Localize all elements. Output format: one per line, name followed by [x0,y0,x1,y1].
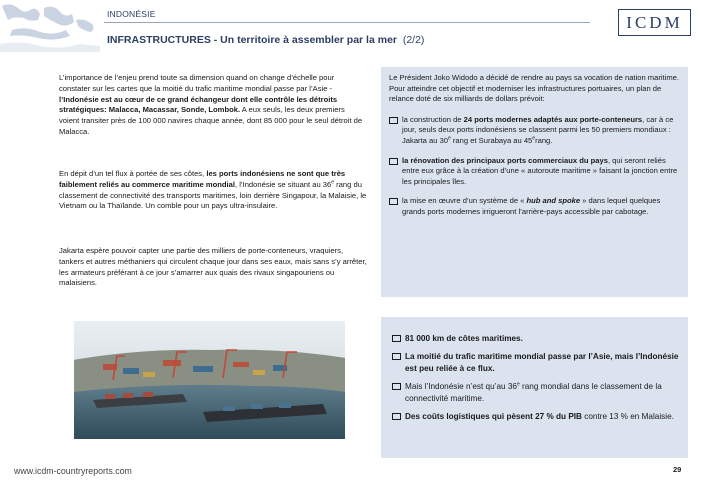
header-divider [104,22,590,23]
key-fact-rank [405,381,680,404]
paragraph-jakarta: Jakarta espère pouvoir capter une partie des milliers de porte-conteneurs, vraquiers, tankers et autres méthaniers qui circulent chaque jour dans ses eaux, mais sans s’y arrêter, les armateurs préférant à ce jour s’amarrer aux quais des rivaux singapouriens ou malaisiens. [59,246,367,288]
paragraph-trafic [59,73,367,138]
page-title [107,34,424,46]
b2-text-b: , qui seront reliés entre eux grâce à la création d’une « autoroute maritime » faisant la jonction entre les principales îles. [402,155,678,186]
checkbox-bullet-icon [389,117,398,124]
list-item [392,333,680,344]
icdm-logo: ICDM [618,9,691,36]
checkbox-bullet-icon [392,335,401,342]
list-item [389,115,681,147]
website-link[interactable]: www.icdm-countryreports.com [14,466,132,476]
checkbox-bullet-icon [392,413,401,420]
checkbox-bullet-icon [389,158,398,165]
plan-item-renovation [402,156,681,188]
paragraph-connectivite [59,169,367,212]
k4-text-bold: Des coûts logistiques qui pèsent 27 % du PIB [405,412,582,422]
b1-text-c: , car à ce jour, seuls deux ports indonésiens se classent parmi les 50 premiers mondiaux : Jakarta au 30 [402,114,674,145]
k3-text-a: Mais l’Indonésie n’est qu’au 36 [405,382,517,392]
list-item [392,351,680,374]
p2-text-c: , l’Indonésie se situant au 36 [235,179,332,189]
key-fact-logistics [405,411,680,422]
b1-text-d: rang et Surabaya au 45 [450,135,533,145]
checkbox-bullet-icon [389,198,398,205]
p2-text-bold: les ports indonésiens ne sont que très faiblement reliés au commerce maritime mondial [59,169,346,189]
list-item [392,411,680,422]
p2-sup: e [331,179,335,186]
b1-text-bold: 24 ports modernes adaptés aux porte-conteneurs [463,114,643,124]
k4-text-b: contre 13 % en Malaisie. [581,412,674,422]
b3-text-c: » dans lequel quelques grands ports modernes irrigueront l’arrière-pays accessible par cabotage. [402,196,661,216]
b2-text-bold: la rénovation des principaux ports commerciaux du pays [402,155,608,165]
key-fact-coasts: 81 000 km de côtes maritimes. [405,334,523,343]
checkbox-bullet-icon [392,383,401,390]
b1-text-a: la construction de [402,114,464,124]
b3-text-bold: hub and spoke [526,196,581,206]
b1-sup2: e [532,135,536,142]
plan-item-hub [402,196,681,217]
p1-text-bold: l’Indonésie est au cœur de ce grand échangeur dont elle contrôle les détroits stratégiques: Malacca, Macassar, Sonde, Lombok. [59,94,338,115]
port-photo [73,320,346,440]
list-item [392,381,680,404]
key-fact-traffic: La moitié du trafic maritime mondial passe par l’Asie, mais l’Indonésie est peu reliée à ce flux. [405,352,679,373]
k3-text-b: rang mondial dans le classement de la connectivité maritime. [405,382,662,403]
p2-text-a: En dépit d’un tel flux à portée de ses côtes, [59,169,207,178]
page-part: (2/2) [402,34,425,46]
p1-text-c: A eux seuls, les deux premiers voient transiter près de 100 000 navires chaque année, dont 85 000 pour le seul détroit de Malacca. [59,105,363,136]
b1-sup1: e [448,135,451,142]
b1-text-e: rang. [535,135,553,145]
plan-relance-box [381,67,688,297]
list-item [389,156,681,188]
plan-item-ports [402,115,681,147]
page-number: 29 [673,465,682,474]
plan-intro: Le Président Joko Widodo a décidé de rendre au pays sa vocation de nation maritime. Pour atteindre cet objectif et moderniser les infrastructures portuaires, un plan de relance doté de six milliards de dollars prévoit: [389,73,679,104]
list-item [389,196,681,217]
key-facts-box [381,317,688,458]
indonesia-map-icon [0,0,100,52]
checkbox-bullet-icon [392,353,401,360]
k3-sup: e [516,381,520,388]
p1-text-a: L’importance de l’enjeu prend toute sa dimension quand on change d’échelle pour constater sur les cartes que la moitié du trafic maritime mondial passe par l’Asie - [59,73,335,93]
page-title-text: INFRASTRUCTURES - Un territoire à assembler par la mer [107,34,397,46]
p2-text-d: rang du classement de connectivité des transports maritimes, loin derrière Singapour, la Malaisie, le Vietnam ou la Thaïlande. Un comble pour un pays ultra-insulaire. [59,179,367,211]
country-label: INDONÉSIE [107,9,156,19]
b3-text-a: la mise en œuvre d’un système de « [402,196,527,206]
